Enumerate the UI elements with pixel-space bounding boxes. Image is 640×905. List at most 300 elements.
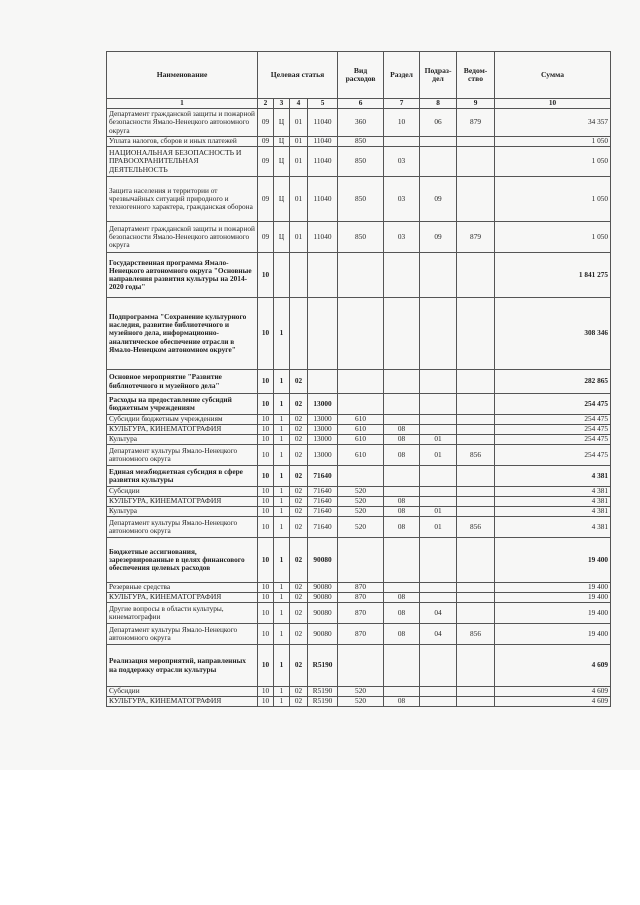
- table-row: [107, 253, 611, 298]
- amount-cell: 4 609: [495, 687, 611, 697]
- target-article-part-4: R5190: [308, 645, 338, 687]
- expense-type-cell: 520: [338, 517, 384, 538]
- target-article-part-2: [274, 253, 290, 298]
- table-row: [107, 370, 611, 394]
- target-article-part-1: 10: [258, 603, 274, 624]
- target-article-part-3: 02: [290, 645, 308, 687]
- target-article-part-3: 02: [290, 415, 308, 425]
- row-name: Уплата налогов, сборов и иных платежей: [107, 137, 258, 147]
- department-cell: [457, 645, 495, 687]
- target-article-part-4: 13000: [308, 394, 338, 415]
- target-article-part-4: 71640: [308, 517, 338, 538]
- target-article-part-2: Ц: [274, 147, 290, 177]
- department-cell: [457, 583, 495, 593]
- row-name: Расходы на предоставление субсидий бюджетным учреждениям: [107, 394, 258, 415]
- amount-cell: 254 475: [495, 435, 611, 445]
- column-number: 6: [338, 99, 384, 109]
- section-cell: 08: [384, 507, 420, 517]
- section-cell: [384, 583, 420, 593]
- target-article-part-2: Ц: [274, 109, 290, 137]
- target-article-part-1: 10: [258, 697, 274, 707]
- target-article-part-3: 02: [290, 497, 308, 507]
- target-article-part-2: 1: [274, 507, 290, 517]
- subsection-cell: [420, 497, 457, 507]
- row-name: КУЛЬТУРА, КИНЕМАТОГРАФИЯ: [107, 593, 258, 603]
- target-article-part-1: 10: [258, 487, 274, 497]
- target-article-part-2: 1: [274, 593, 290, 603]
- blank-area: [0, 770, 640, 905]
- section-cell: 08: [384, 697, 420, 707]
- section-cell: 08: [384, 445, 420, 466]
- department-cell: [457, 177, 495, 222]
- subsection-cell: [420, 687, 457, 697]
- column-number: 3: [274, 99, 290, 109]
- table-row: [107, 298, 611, 370]
- section-cell: 03: [384, 177, 420, 222]
- amount-cell: 4 381: [495, 487, 611, 497]
- target-article-part-4: 90080: [308, 593, 338, 603]
- header-expense-type: Вид расходов: [338, 52, 384, 99]
- amount-cell: 1 050: [495, 177, 611, 222]
- table-row: [107, 394, 611, 415]
- target-article-part-4: R5190: [308, 687, 338, 697]
- target-article-part-3: 02: [290, 394, 308, 415]
- target-article-part-1: 10: [258, 497, 274, 507]
- department-cell: 879: [457, 109, 495, 137]
- department-cell: [457, 497, 495, 507]
- subsection-cell: [420, 298, 457, 370]
- subsection-cell: 09: [420, 222, 457, 253]
- target-article-part-1: 10: [258, 517, 274, 538]
- target-article-part-4: [308, 370, 338, 394]
- table-row: [107, 687, 611, 697]
- amount-cell: 34 357: [495, 109, 611, 137]
- column-number-row: [107, 99, 611, 109]
- header-section: Раздел: [384, 52, 420, 99]
- column-number: 5: [308, 99, 338, 109]
- target-article-part-1: 10: [258, 624, 274, 645]
- section-cell: [384, 298, 420, 370]
- target-article-part-1: 09: [258, 147, 274, 177]
- row-name: Реализация мероприятий, направленных на поддержку отрасли культуры: [107, 645, 258, 687]
- row-name: Культура: [107, 435, 258, 445]
- target-article-part-4: 11040: [308, 147, 338, 177]
- section-cell: [384, 137, 420, 147]
- row-name: Единая межбюджетная субсидия в сфере развития культуры: [107, 466, 258, 487]
- expense-type-cell: 610: [338, 445, 384, 466]
- target-article-part-3: 02: [290, 583, 308, 593]
- target-article-part-2: 1: [274, 645, 290, 687]
- target-article-part-4: 13000: [308, 435, 338, 445]
- section-cell: 08: [384, 425, 420, 435]
- target-article-part-1: 10: [258, 415, 274, 425]
- department-cell: [457, 147, 495, 177]
- department-cell: 856: [457, 445, 495, 466]
- target-article-part-3: 02: [290, 435, 308, 445]
- target-article-part-3: 02: [290, 487, 308, 497]
- target-article-part-3: 01: [290, 137, 308, 147]
- target-article-part-4: 90080: [308, 603, 338, 624]
- department-cell: [457, 507, 495, 517]
- column-number: 1: [107, 99, 258, 109]
- department-cell: [457, 137, 495, 147]
- target-article-part-3: 01: [290, 109, 308, 137]
- target-article-part-4: 13000: [308, 445, 338, 466]
- department-cell: [457, 425, 495, 435]
- subsection-cell: [420, 487, 457, 497]
- table-row: [107, 583, 611, 593]
- section-cell: [384, 415, 420, 425]
- target-article-part-4: [308, 253, 338, 298]
- section-cell: [384, 645, 420, 687]
- amount-cell: 4 381: [495, 517, 611, 538]
- row-name: Подпрограмма "Сохранение культурного наследия, развитие библиотечного и музейного дела, информационно-аналитическое обеспечение отрасли в Ямало-Ненецком автономном округе": [107, 298, 258, 370]
- target-article-part-2: 1: [274, 487, 290, 497]
- table-row: [107, 435, 611, 445]
- target-article-part-2: 1: [274, 445, 290, 466]
- target-article-part-2: 1: [274, 538, 290, 583]
- expense-type-cell: [338, 298, 384, 370]
- column-number: 10: [495, 99, 611, 109]
- subsection-cell: [420, 415, 457, 425]
- amount-cell: 4 381: [495, 507, 611, 517]
- table-row: [107, 487, 611, 497]
- row-name: Основное мероприятие "Развитие библиотечного и музейного дела": [107, 370, 258, 394]
- table-row: [107, 538, 611, 583]
- expense-type-cell: 870: [338, 624, 384, 645]
- target-article-part-2: 1: [274, 466, 290, 487]
- expense-type-cell: 520: [338, 687, 384, 697]
- amount-cell: 1 841 275: [495, 253, 611, 298]
- target-article-part-4: 11040: [308, 177, 338, 222]
- target-article-part-3: 02: [290, 687, 308, 697]
- target-article-part-3: 02: [290, 507, 308, 517]
- target-article-part-1: 10: [258, 370, 274, 394]
- subsection-cell: 04: [420, 603, 457, 624]
- row-name: Департамент культуры Ямало-Ненецкого автономного округа: [107, 445, 258, 466]
- target-article-part-2: 1: [274, 624, 290, 645]
- amount-cell: 254 475: [495, 394, 611, 415]
- subsection-cell: [420, 538, 457, 583]
- subsection-cell: 01: [420, 445, 457, 466]
- target-article-part-1: 09: [258, 109, 274, 137]
- row-name: Защита населения и территории от чрезвычайных ситуаций природного и техногенного характера, гражданская оборона: [107, 177, 258, 222]
- department-cell: [457, 298, 495, 370]
- subsection-cell: [420, 466, 457, 487]
- department-cell: 856: [457, 624, 495, 645]
- target-article-part-3: 02: [290, 425, 308, 435]
- department-cell: [457, 687, 495, 697]
- target-article-part-4: 71640: [308, 507, 338, 517]
- target-article-part-2: 1: [274, 435, 290, 445]
- amount-cell: 1 050: [495, 147, 611, 177]
- subsection-cell: [420, 394, 457, 415]
- target-article-part-3: [290, 298, 308, 370]
- amount-cell: 1 050: [495, 137, 611, 147]
- amount-cell: 19 400: [495, 538, 611, 583]
- amount-cell: 4 609: [495, 645, 611, 687]
- amount-cell: 19 400: [495, 593, 611, 603]
- header-name: Наименование: [107, 52, 258, 99]
- target-article-part-1: 09: [258, 222, 274, 253]
- target-article-part-4: 11040: [308, 137, 338, 147]
- column-number: 9: [457, 99, 495, 109]
- expense-type-cell: 610: [338, 435, 384, 445]
- section-cell: [384, 687, 420, 697]
- section-cell: [384, 394, 420, 415]
- target-article-part-1: 09: [258, 177, 274, 222]
- target-article-part-1: 10: [258, 466, 274, 487]
- amount-cell: 4 381: [495, 466, 611, 487]
- target-article-part-4: 13000: [308, 415, 338, 425]
- target-article-part-4: R5190: [308, 697, 338, 707]
- department-cell: [457, 593, 495, 603]
- target-article-part-2: 1: [274, 370, 290, 394]
- department-cell: [457, 253, 495, 298]
- target-article-part-3: 02: [290, 603, 308, 624]
- target-article-part-3: 02: [290, 697, 308, 707]
- subsection-cell: [420, 425, 457, 435]
- subsection-cell: [420, 593, 457, 603]
- row-name: Департамент гражданской защиты и пожарной безопасности Ямало-Ненецкого автономного округа: [107, 222, 258, 253]
- table-row: [107, 517, 611, 538]
- section-cell: 08: [384, 435, 420, 445]
- row-name: КУЛЬТУРА, КИНЕМАТОГРАФИЯ: [107, 497, 258, 507]
- target-article-part-2: 1: [274, 394, 290, 415]
- expense-type-cell: 520: [338, 507, 384, 517]
- target-article-part-3: 01: [290, 177, 308, 222]
- table-row: [107, 603, 611, 624]
- department-cell: 879: [457, 222, 495, 253]
- subsection-cell: 04: [420, 624, 457, 645]
- table-row: [107, 222, 611, 253]
- subsection-cell: [420, 370, 457, 394]
- department-cell: [457, 415, 495, 425]
- expense-type-cell: 870: [338, 583, 384, 593]
- row-name: Департамент культуры Ямало-Ненецкого автономного округа: [107, 517, 258, 538]
- target-article-part-2: 1: [274, 583, 290, 593]
- table-body: [107, 109, 611, 707]
- target-article-part-3: 02: [290, 538, 308, 583]
- subsection-cell: 01: [420, 517, 457, 538]
- section-cell: 08: [384, 497, 420, 507]
- target-article-part-3: 01: [290, 147, 308, 177]
- subsection-cell: [420, 645, 457, 687]
- target-article-part-3: 01: [290, 222, 308, 253]
- department-cell: [457, 435, 495, 445]
- row-name: Бюджетные ассигнования, зарезервированные в целях финансового обеспечения целевых расходов: [107, 538, 258, 583]
- target-article-part-3: 02: [290, 624, 308, 645]
- table-row: [107, 593, 611, 603]
- row-name: КУЛЬТУРА, КИНЕМАТОГРАФИЯ: [107, 697, 258, 707]
- target-article-part-1: 10: [258, 687, 274, 697]
- expense-type-cell: [338, 466, 384, 487]
- expense-type-cell: [338, 253, 384, 298]
- expense-type-cell: 870: [338, 603, 384, 624]
- amount-cell: 19 400: [495, 603, 611, 624]
- row-name: Департамент культуры Ямало-Ненецкого автономного округа: [107, 624, 258, 645]
- target-article-part-2: 1: [274, 687, 290, 697]
- target-article-part-4: 11040: [308, 109, 338, 137]
- row-name: Другие вопросы в области культуры, кинематографии: [107, 603, 258, 624]
- target-article-part-3: [290, 253, 308, 298]
- target-article-part-2: Ц: [274, 177, 290, 222]
- section-cell: 08: [384, 517, 420, 538]
- target-article-part-1: 09: [258, 137, 274, 147]
- target-article-part-3: 02: [290, 517, 308, 538]
- column-number: 4: [290, 99, 308, 109]
- table-row: [107, 147, 611, 177]
- target-article-part-2: 1: [274, 697, 290, 707]
- section-cell: [384, 370, 420, 394]
- department-cell: [457, 466, 495, 487]
- target-article-part-3: 02: [290, 445, 308, 466]
- table-row: [107, 507, 611, 517]
- target-article-part-2: 1: [274, 415, 290, 425]
- department-cell: [457, 603, 495, 624]
- amount-cell: 254 475: [495, 445, 611, 466]
- target-article-part-3: 02: [290, 593, 308, 603]
- target-article-part-1: 10: [258, 583, 274, 593]
- section-cell: 03: [384, 147, 420, 177]
- table-row: [107, 137, 611, 147]
- target-article-part-1: 10: [258, 435, 274, 445]
- amount-cell: 254 475: [495, 415, 611, 425]
- department-cell: [457, 394, 495, 415]
- expense-type-cell: 520: [338, 497, 384, 507]
- target-article-part-1: 10: [258, 538, 274, 583]
- section-cell: [384, 538, 420, 583]
- target-article-part-4: 90080: [308, 624, 338, 645]
- table-row: [107, 466, 611, 487]
- section-cell: [384, 487, 420, 497]
- row-name: Резервные средства: [107, 583, 258, 593]
- section-cell: 03: [384, 222, 420, 253]
- target-article-part-4: 90080: [308, 538, 338, 583]
- expense-type-cell: 610: [338, 415, 384, 425]
- target-article-part-1: 10: [258, 253, 274, 298]
- table-row: [107, 177, 611, 222]
- expense-type-cell: [338, 394, 384, 415]
- expense-type-cell: [338, 370, 384, 394]
- target-article-part-3: 02: [290, 466, 308, 487]
- target-article-part-2: Ц: [274, 137, 290, 147]
- section-cell: [384, 253, 420, 298]
- target-article-part-2: 1: [274, 603, 290, 624]
- amount-cell: 19 400: [495, 624, 611, 645]
- target-article-part-1: 10: [258, 645, 274, 687]
- department-cell: 856: [457, 517, 495, 538]
- subsection-cell: [420, 253, 457, 298]
- header-subsection: Подраз-дел: [420, 52, 457, 99]
- target-article-part-4: 71640: [308, 466, 338, 487]
- amount-cell: 254 475: [495, 425, 611, 435]
- subsection-cell: 09: [420, 177, 457, 222]
- row-name: Субсидии бюджетным учреждениям: [107, 415, 258, 425]
- table-row: [107, 624, 611, 645]
- target-article-part-1: 10: [258, 425, 274, 435]
- amount-cell: 308 346: [495, 298, 611, 370]
- department-cell: [457, 538, 495, 583]
- target-article-part-4: 71640: [308, 487, 338, 497]
- department-cell: [457, 370, 495, 394]
- target-article-part-1: 10: [258, 507, 274, 517]
- row-name: Государственная программа Ямало-Ненецкого автономного округа "Основные направления развития культуры на 2014-2020 годы": [107, 253, 258, 298]
- expense-type-cell: 520: [338, 487, 384, 497]
- column-number: 8: [420, 99, 457, 109]
- target-article-part-4: 71640: [308, 497, 338, 507]
- subsection-cell: 01: [420, 435, 457, 445]
- header-target-article: Целевая статья: [258, 52, 338, 99]
- target-article-part-3: 02: [290, 370, 308, 394]
- expense-type-cell: 850: [338, 177, 384, 222]
- target-article-part-1: 10: [258, 298, 274, 370]
- table-row: [107, 697, 611, 707]
- expense-type-cell: 360: [338, 109, 384, 137]
- table-row: [107, 645, 611, 687]
- expense-type-cell: 870: [338, 593, 384, 603]
- column-number: 7: [384, 99, 420, 109]
- target-article-part-1: 10: [258, 394, 274, 415]
- table-row: [107, 497, 611, 507]
- row-name: КУЛЬТУРА, КИНЕМАТОГРАФИЯ: [107, 425, 258, 435]
- table-row: [107, 445, 611, 466]
- table-row: [107, 415, 611, 425]
- subsection-cell: 06: [420, 109, 457, 137]
- row-name: Субсидии: [107, 687, 258, 697]
- expense-type-cell: [338, 538, 384, 583]
- expense-type-cell: 850: [338, 147, 384, 177]
- section-cell: [384, 466, 420, 487]
- table-row: [107, 425, 611, 435]
- amount-cell: 19 400: [495, 583, 611, 593]
- target-article-part-2: Ц: [274, 222, 290, 253]
- budget-table: [106, 51, 611, 707]
- subsection-cell: [420, 137, 457, 147]
- header-department: Ведом-ство: [457, 52, 495, 99]
- section-cell: 08: [384, 603, 420, 624]
- target-article-part-4: 13000: [308, 425, 338, 435]
- amount-cell: 4 381: [495, 497, 611, 507]
- subsection-cell: [420, 583, 457, 593]
- table-row: [107, 109, 611, 137]
- target-article-part-4: [308, 298, 338, 370]
- amount-cell: 4 609: [495, 697, 611, 707]
- subsection-cell: [420, 697, 457, 707]
- expense-type-cell: 850: [338, 222, 384, 253]
- row-name: Департамент гражданской защиты и пожарной безопасности Ямало-Ненецкого автономного округа: [107, 109, 258, 137]
- expense-type-cell: [338, 645, 384, 687]
- subsection-cell: 01: [420, 507, 457, 517]
- row-name: Культура: [107, 507, 258, 517]
- expense-type-cell: 610: [338, 425, 384, 435]
- target-article-part-2: 1: [274, 497, 290, 507]
- section-cell: 08: [384, 624, 420, 645]
- section-cell: 08: [384, 593, 420, 603]
- table-header-row: [107, 52, 611, 99]
- header-amount: Сумма: [495, 52, 611, 99]
- department-cell: [457, 487, 495, 497]
- column-number: 2: [258, 99, 274, 109]
- department-cell: [457, 697, 495, 707]
- subsection-cell: [420, 147, 457, 177]
- expense-type-cell: 520: [338, 697, 384, 707]
- target-article-part-4: 90080: [308, 583, 338, 593]
- target-article-part-1: 10: [258, 593, 274, 603]
- target-article-part-2: 1: [274, 298, 290, 370]
- target-article-part-1: 10: [258, 445, 274, 466]
- amount-cell: 1 050: [495, 222, 611, 253]
